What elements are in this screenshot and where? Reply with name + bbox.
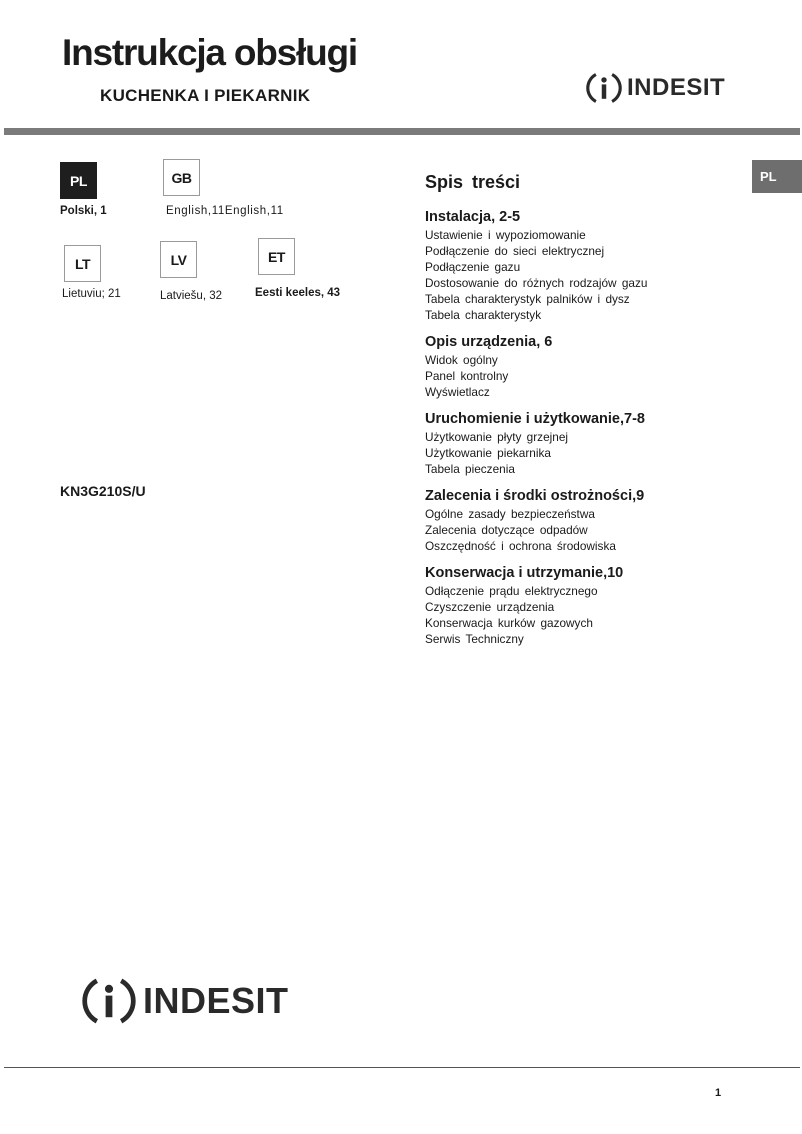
toc-item: Użytkowanie płyty grzejnej xyxy=(425,430,568,444)
footer-brand-name: INDESIT xyxy=(143,980,289,1021)
toc-section-installation xyxy=(425,209,785,323)
toc-item: Ustawienie i wypoziomowanie xyxy=(425,228,586,242)
toc-section-maintenance xyxy=(425,565,785,647)
toc-item: Tabela charakterystyk xyxy=(425,308,542,322)
toc-item: Konserwacja kurków gazowych xyxy=(425,616,593,630)
footer-brand-logo xyxy=(82,974,289,1028)
lang-box-pl: PL xyxy=(60,162,97,199)
toc-item: Tabela pieczenia xyxy=(425,462,515,476)
toc-item: Użytkowanie piekarnika xyxy=(425,446,551,460)
page-number: 1 xyxy=(715,1087,722,1099)
toc-item: Oszczędność i ochrona środowiska xyxy=(425,539,616,553)
toc-heading: Opis urządzenia, 6 xyxy=(425,334,553,350)
toc-item: Widok ogólny xyxy=(425,353,498,367)
lang-label-gb: English,11English,11 xyxy=(166,205,284,217)
toc-item: Dostosowanie do różnych rodzajów gazu xyxy=(425,276,648,290)
toc-heading: Zalecenia i środki ostrożności,9 xyxy=(425,488,645,504)
indesit-mark-icon xyxy=(82,974,136,1028)
toc-item: Wyświetlacz xyxy=(425,385,490,399)
toc-item: Ogólne zasady bezpieczeństwa xyxy=(425,507,595,521)
toc-heading: Instalacja, 2-5 xyxy=(425,209,521,225)
toc-item: Serwis Techniczny xyxy=(425,632,524,646)
toc-item: Zalecenia dotyczące odpadów xyxy=(425,523,588,537)
footer-divider xyxy=(4,1067,800,1068)
toc-section-usage xyxy=(425,411,785,477)
document-subtitle: KUCHENKA I PIEKARNIK xyxy=(100,86,311,105)
toc-section-description xyxy=(425,334,785,400)
lang-label-lt: Lietuviu; 21 xyxy=(62,288,121,300)
lang-box-lv: LV xyxy=(160,241,197,278)
model-number: KN3G210S/U xyxy=(60,483,146,499)
lang-label-et: Eesti keeles, 43 xyxy=(255,287,341,299)
brand-name: INDESIT xyxy=(627,74,726,101)
brand-logo xyxy=(586,70,725,106)
toc-item: Czyszczenie urządzenia xyxy=(425,600,555,614)
toc-item: Panel kontrolny xyxy=(425,369,509,383)
lang-label-pl: Polski, 1 xyxy=(60,205,107,217)
toc-heading: Uruchomienie i użytkowanie,7-8 xyxy=(425,411,645,427)
toc-item: Odłączenie prądu elektrycznego xyxy=(425,584,598,598)
toc-heading: Konserwacja i utrzymanie,10 xyxy=(425,565,624,581)
indesit-mark-icon xyxy=(586,70,622,106)
toc-title: Spis treści xyxy=(425,172,521,192)
lang-box-lt: LT xyxy=(64,245,101,282)
table-of-contents xyxy=(425,172,785,658)
lang-label-lv: Latviešu, 32 xyxy=(160,290,223,302)
lang-box-et: ET xyxy=(258,238,295,275)
toc-item: Podłączenie do sieci elektrycznej xyxy=(425,244,605,258)
document-title: Instrukcja obsługi xyxy=(62,32,358,73)
toc-section-safety xyxy=(425,488,785,554)
header-divider xyxy=(4,128,800,135)
toc-item: Podłączenie gazu xyxy=(425,260,521,274)
language-side-tab: PL xyxy=(752,160,802,193)
toc-item: Tabela charakterystyk palników i dysz xyxy=(425,292,630,306)
lang-box-gb: GB xyxy=(163,159,200,196)
